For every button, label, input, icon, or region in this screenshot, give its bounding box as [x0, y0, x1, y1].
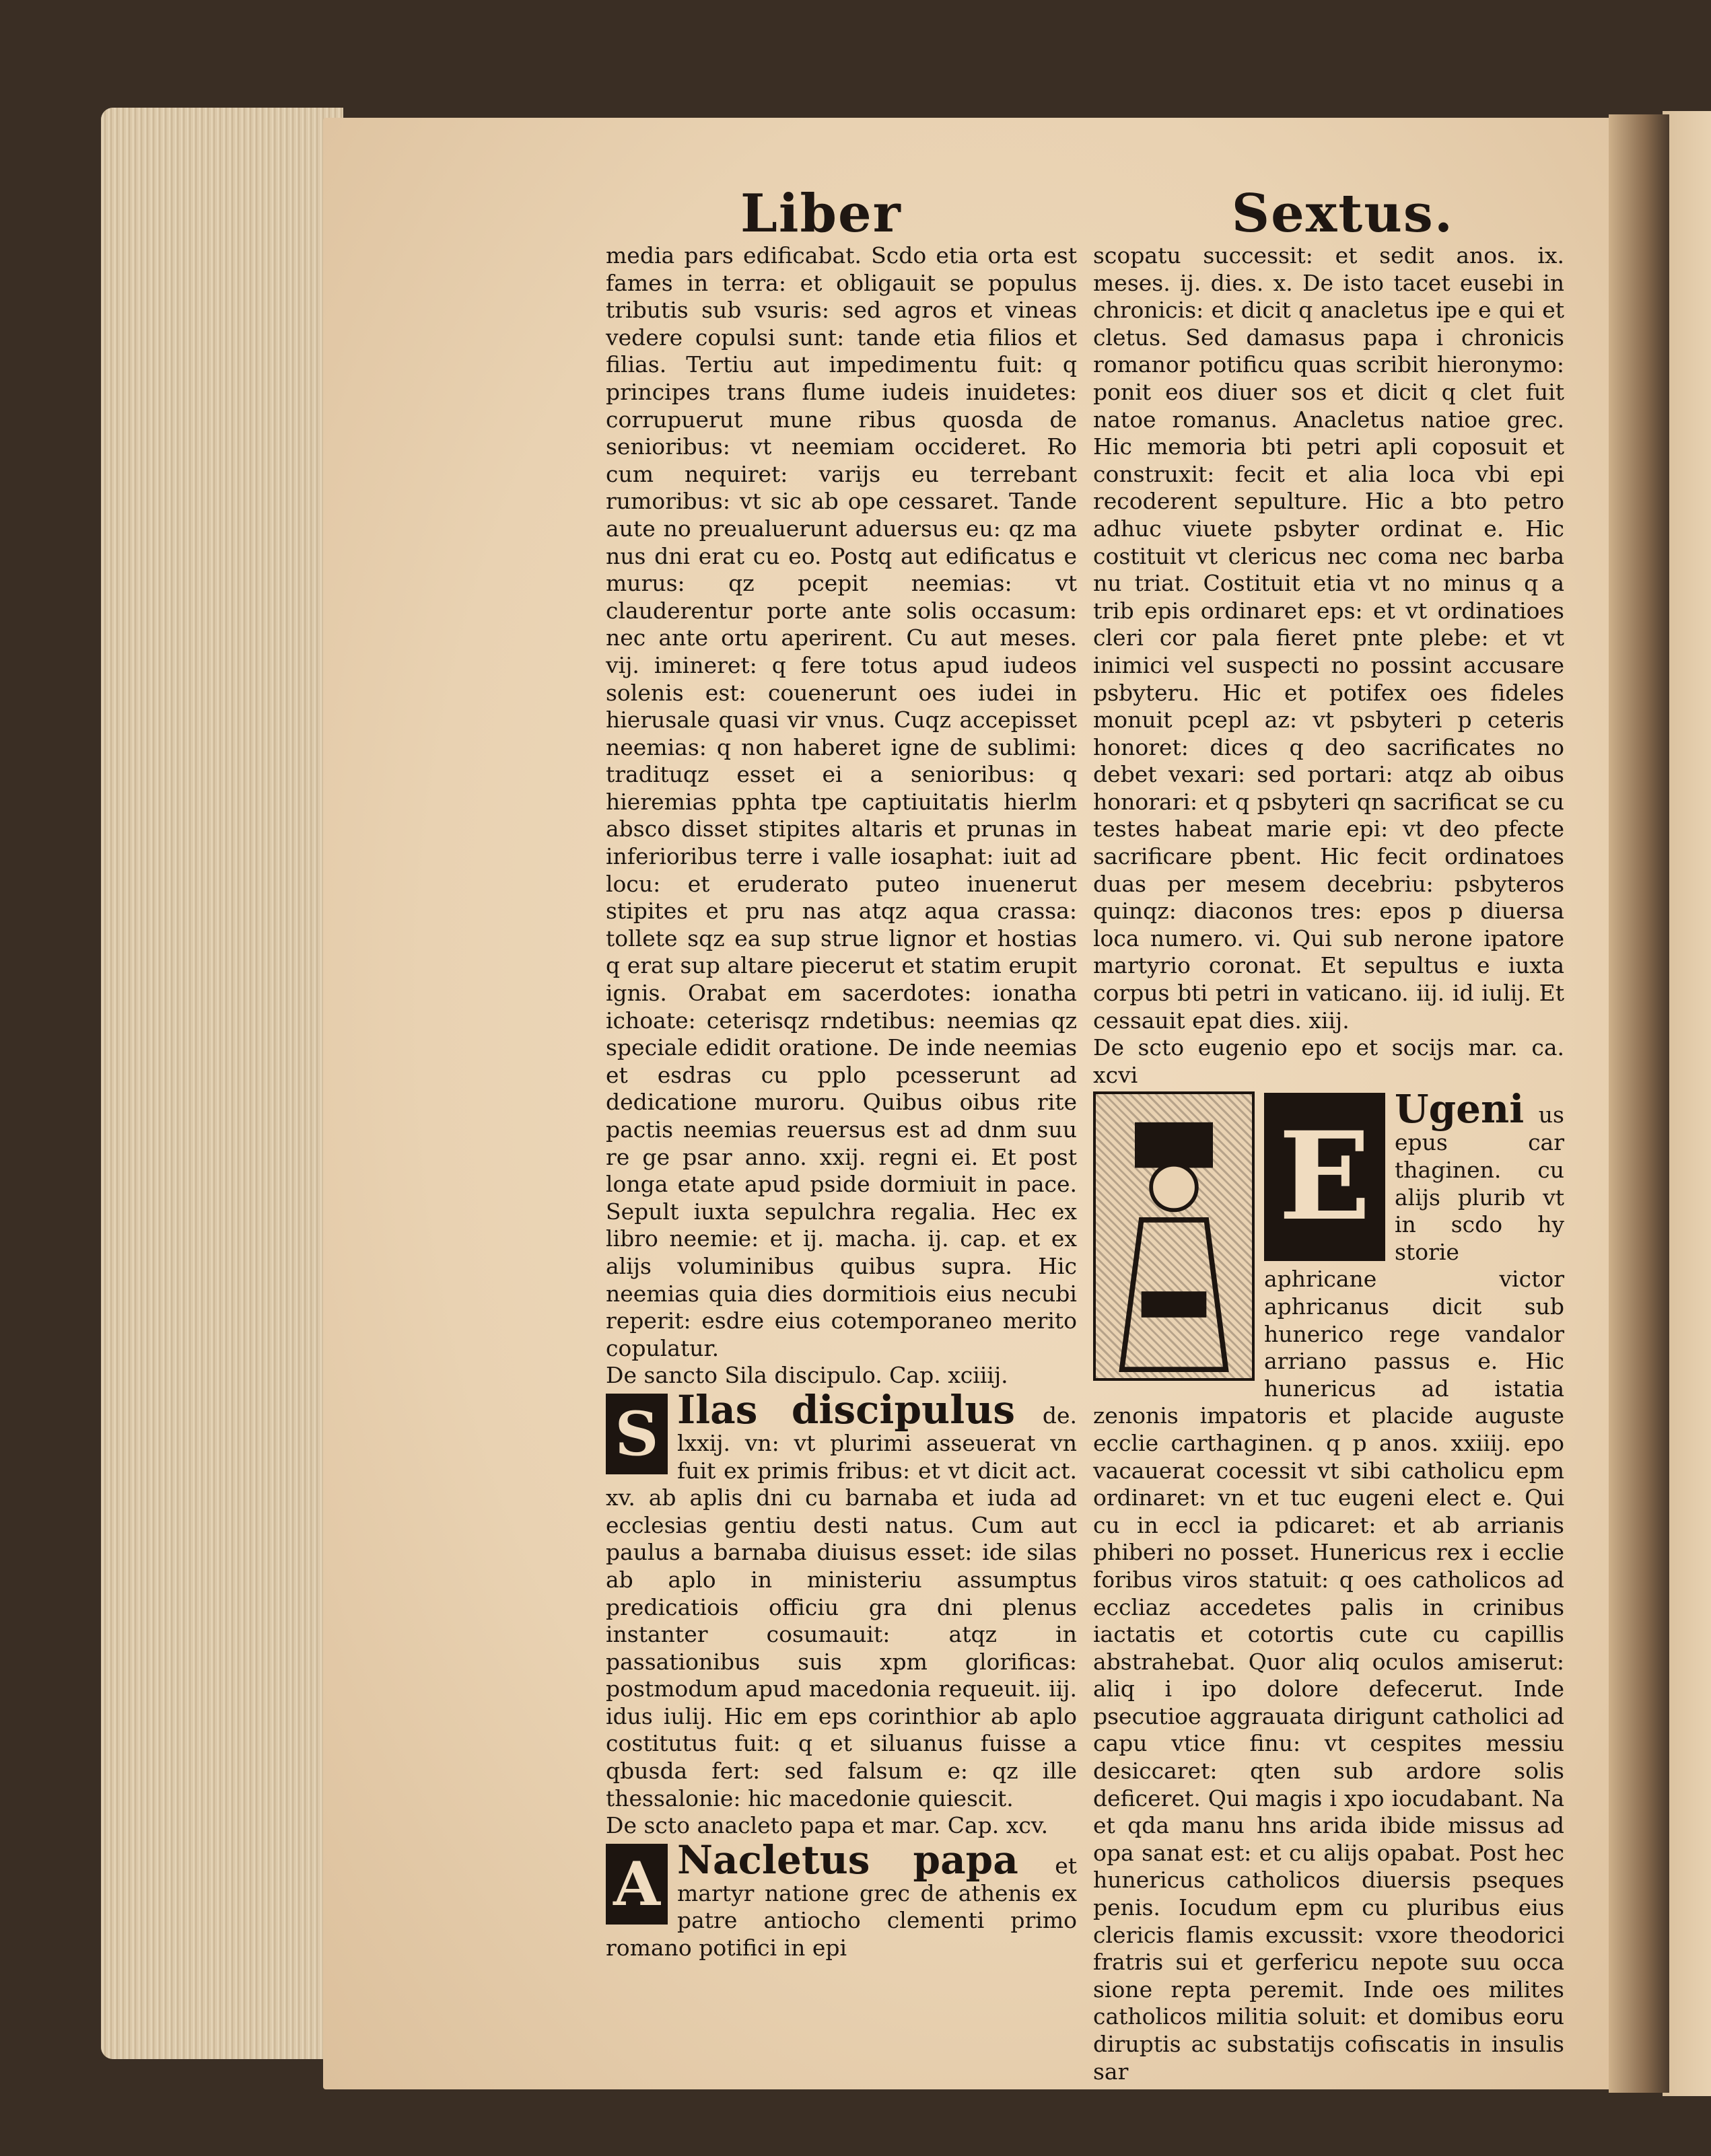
bishop-woodcut-image	[1093, 1091, 1255, 1381]
initial-s: S	[606, 1394, 668, 1474]
left-column	[606, 242, 1077, 1962]
chapter-anacletus	[606, 1836, 1077, 1962]
chapter-heading-eugenius: De scto eugenio epo et socijs mar. ca. xcvi	[1093, 1034, 1564, 1088]
initial-a: A	[606, 1844, 668, 1925]
chapter-eugenius	[1093, 1086, 1564, 2085]
left-paragraph-1: media pars edificabat. Scdo etia orta est fames in terra: et obligauit se populus tributis sub vsuris: sed agros et vineas vedere copulsi sunt: tande etia filios et filias. Tertiu aut impedimentu fuit: q principes trans flume iudeis inuidetes: corrupuerut mune ribus quosda de senioribus: vt neemiam occideret. Ro cum nequiret: varijs eu terrebant rumoribus: vt sic ab ope cessaret. Tande aute no preualuerunt aduersus eu: qz ma nus dni erat cu eo. Postq aut edificatus e murus: qz pcepit neemias: vt clauderentur porte ante solis occasum: nec ante ortu aperirent. Cu aut meses. vij. imineret: q fere totus apud iudeos solenis est: couenerunt oes iudei in hierusale quasi vir vnus. Cuqz accepisset neemias: q non haberet igne de sublimi: tradituqz esset ei a senioribus: q hieremias pphta tpe captiuitatis hierlm absco disset stipites altaris et prunas in inferioribus terre i valle iosaphat: iuit ad locu: et eruderato puteo inuenerut stipites et pru nas atqz aqua crassa: tollete sqz ea sup strue lignor et hostias q erat sup altare piecerut et statim erupit ignis. Orabat em sacerdotes: ionatha ichoate: ceterisqz rndetibus: neemias qz speciale edidit oratione. De inde neemias et esdras cu pplo pcesserunt ad dedicatione muroru. Quibus oibus rite pactis neemias reuersus est ad dnm suu re ge psar anno. xxij. regni ei. Et post longa etate apud pside dormiuit in pace. Sepult iuxta sepulchra regalia. Hec ex libro neemie: et ij. macha. ij. cap. et ex alijs voluminibus quibus supra. Hic neemias quia dies dormitiois eius necubi reperit: esdre eius cotemporaneo merito copulatur.	[606, 242, 1077, 1361]
page-edges	[101, 108, 343, 2059]
facing-page-edge	[1663, 111, 1711, 2096]
left-paragraph-3: et martyr natione grec de athenis ex patre antiocho clementi primo romano potifici in epi	[606, 1852, 1077, 1962]
right-paragraph-1: scopatu successit: et sedit anos. ix. meses. ij. dies. x. De isto tacet eusebi in chronicis: et dicit q anacletus ipe e qui et cletus. Sed damasus papa i chronicis romanor potificu quas scribit hieronymo: ponit eos diuer sos et dicit q clet fuit natoe romanus. Anacletus natioe grec. Hic memoria bti petri apli coposuit et construxit: fecit et alia loca vbi epi recoderent sepulture. Hic a bto petro adhuc viuete psbyter ordinat e. Hic costituit vt clericus nec coma nec barba nu triat. Costituit etia vt no minus q a trib epis ordinaret eps: et vt ordinatioes cleri cor pala fieret pnte plebe: et vt inimici vel suspecti no possint accusare psbyteru. Hic et potifex oes fideles monuit pcepl az: vt psbyteri p ceteris honoret: dices q deo sacrificates no debet vexari: sed portari: atqz ab oibus honorari: et q psbyteri qn sacrificat se cu testes habeat marie epi: vt deo pfecte sacrificare pbent. Hic fecit ordinatoes duas per mesem decebriu: psbyteros quinqz: diaconos tres: epos p diuersa loca numero. vi. Qui sub nerone ipatore martyrio coronat. Et sepultus e iuxta corpus bti petri in vaticano. iij. id iulij. Et cessauit epat dies. xiij.	[1093, 242, 1564, 1034]
lead-words-anacletus: Nacletus papa	[677, 1836, 1018, 1883]
right-paragraph-2: us epus car thaginen. cu alijs plurib vt in scdo hy storie aphricane victor aphricanus dicit sub hunerico rege vandalor arriano passus e. Hic hunericus ad istatia zenonis impatoris et placide auguste ecclie carthaginen. q p anos. xxiiij. epo vacauerat cocessit vt sibi catholicu epm ordinaret: vn et tuc eugeni elect e. Qui cu in eccl ia pdicaret: et ab arrianis phiberi no posset. Hunericus rex i ecclie foribus viros statuit: q oes catholicos ad eccliaz accedetes palis in crinibus iactatis et cotortis cute cu capillis abstrahebat. Quor aliq oculos amiserut: aliq i ipo dolore defecerut. Inde psecutioe aggrauata dirigunt catholici ad capu vtice finu: vt cespites messiu desiccaret: qten sub ardore solis deficeret. Qui magis i xpo iocudabant. Na et qda manu hns arida ibide missus ad opa sanat est: et cu alijs opabat. Post hec hunericus catholicos diuersis pseques penis. Iocudum epm cu pluribus eius clericis flamis excussit: vxore theodorici fratris sui et gerfericu nepote suu occa sione repta peremit. Inde oes milites catholicos militia soluit: et domibus eoru diruptis ac substatijs cofiscatis in insulis sar	[1093, 1102, 1564, 2085]
lead-words-sila: Ilas discipulus	[677, 1386, 1016, 1433]
chapter-heading-sila: De sancto Sila discipulo. Cap. xciiij.	[606, 1362, 1008, 1389]
left-paragraph-2: de. lxxij. vn: vt plurimi asseuerat vn fuit ex primis fribus: et vt dicit act. xv. ab aplis dni cu barnaba et iuda ad ecclesias gentiu desti natus. Cum aut paulus a barnaba diuisus esset: ide silas ab aplo in ministeriu assumptus predicatiois officiu gra dni plenus instanter cosumauit: atqz in passationibus suis xpm glorificas: postmodum apud macedonia requeuit. iij. idus iulij. Hic em eps corinthior ab aplo costitutus fuit: q et siluanus fuisse a qbusda fert: sed falsum e: qz ille thessalonie: hic macedonie quiescit.	[606, 1402, 1077, 1811]
chapter-sila	[606, 1386, 1077, 1812]
running-head-right: Sextus.	[1231, 183, 1454, 244]
initial-e: E	[1264, 1093, 1385, 1261]
running-head	[740, 183, 1454, 244]
running-head-left: Liber	[740, 183, 902, 244]
chapter-heading-anacletus: De scto anacleto papa et mar. Cap. xcv.	[606, 1812, 1049, 1839]
right-column	[1093, 242, 1564, 2085]
bishop-woodcut-icon	[1096, 1094, 1252, 1378]
lead-words-eugenius: Ugeni	[1395, 1086, 1525, 1133]
book-gutter	[1609, 114, 1669, 2093]
